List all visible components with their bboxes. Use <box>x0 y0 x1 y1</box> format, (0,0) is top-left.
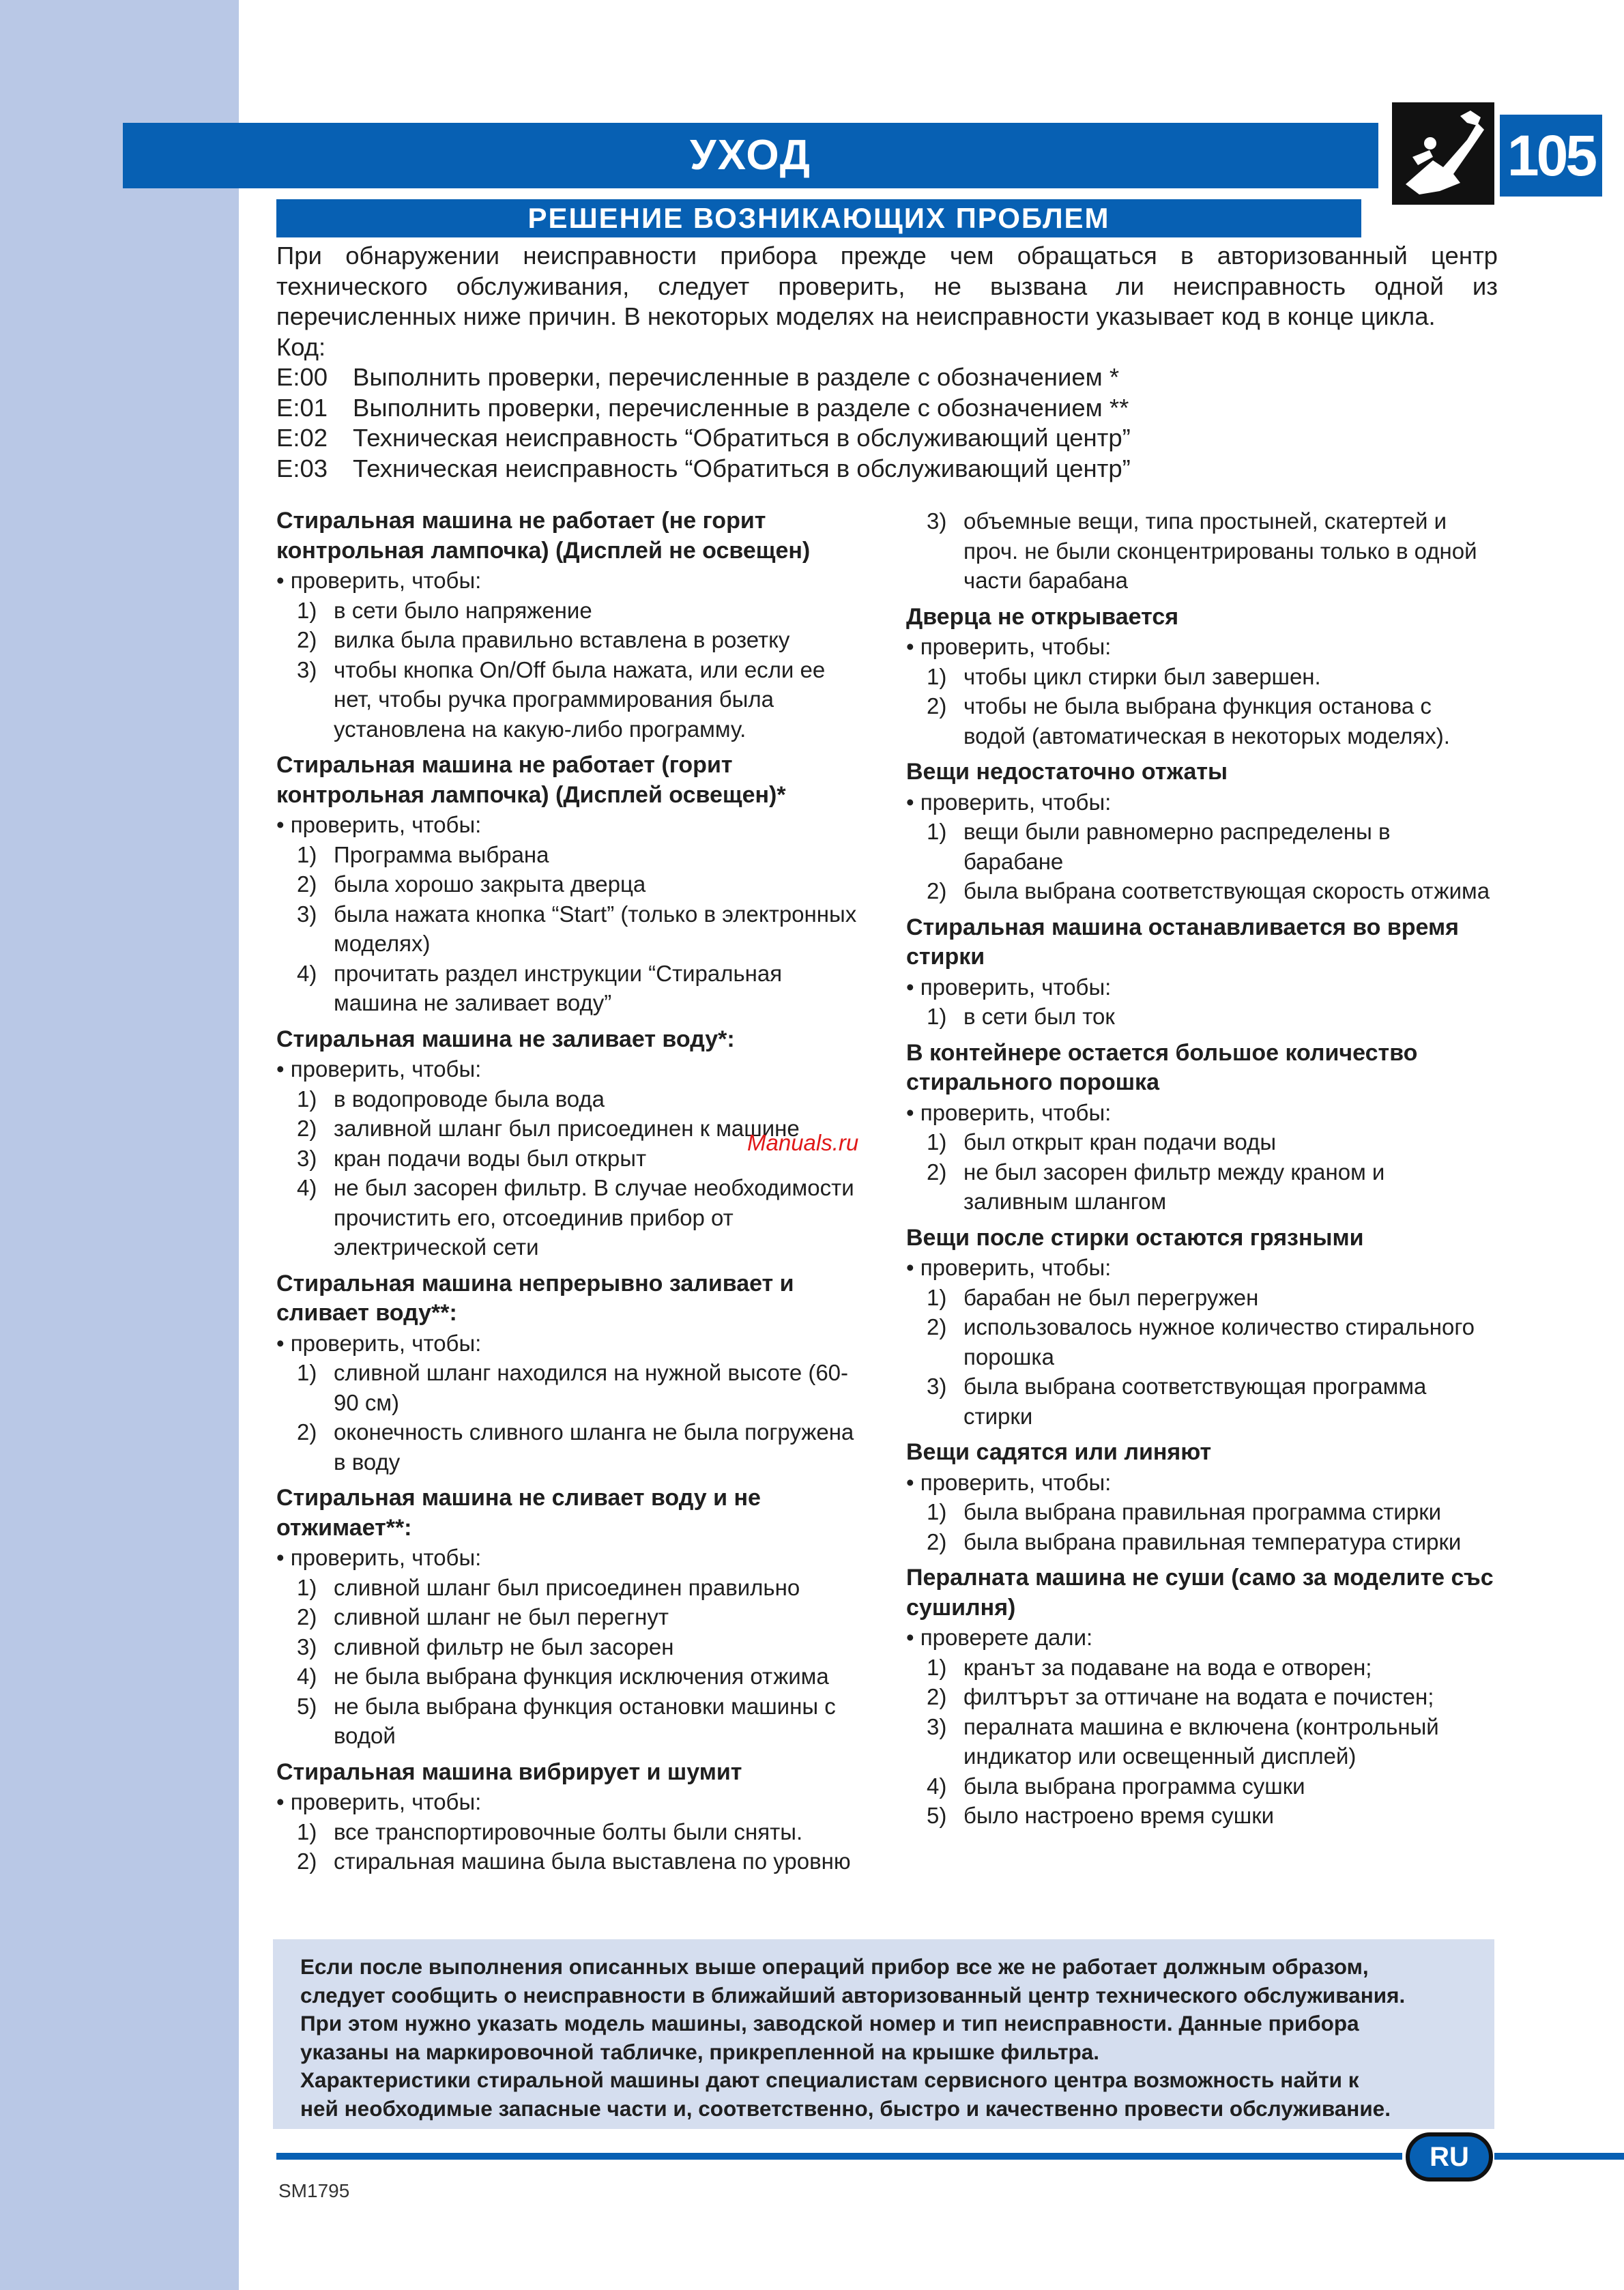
list-item: 2) вилка была правильно вставлена в розетку <box>297 627 790 652</box>
check-label: • проверить, чтобы: <box>276 810 867 840</box>
list-item: 3) кран подачи воды был открыт <box>297 1145 647 1171</box>
list-item: 1) барабан не был перегружен <box>927 1284 1259 1310</box>
section-heading: Вещи после стирки остаются грязными <box>906 1224 1364 1251</box>
list-item: 5) не была выбрана функция остановки машины с водой <box>297 1693 836 1748</box>
check-label: • проверить, чтобы: <box>276 566 867 596</box>
right-column <box>906 506 1494 1838</box>
list-item: 4) не была выбрана функция исключения отжима <box>297 1664 829 1689</box>
error-code-item: E:00 Выполнить проверки, перечисленные в разделе с обозначением * <box>276 363 1120 391</box>
section-heading: Стиральная машина не сливает воду и не отжимает**: <box>276 1485 761 1541</box>
section-heading: Стиральная машина останавливается во время стирки <box>906 914 1459 970</box>
intro-line: перечисленных ниже причин. В некоторых моделях на неисправности указывает код в конце цикла. <box>276 302 1436 330</box>
trouble-section <box>906 1223 1494 1432</box>
check-label: • проверете дали: <box>906 1623 1494 1653</box>
list-item: 2) заливной шланг был присоединен к машине <box>297 1116 800 1141</box>
error-code-item: E:02 Техническая неисправность “Обратиться в обслуживающий центр” <box>276 424 1131 452</box>
section-heading: Стиральная машина непрерывно заливает и сливает воду**: <box>276 1270 794 1326</box>
footer-divider <box>276 2153 1402 2160</box>
section-heading: Пералната машина не суши (само за моделите със сушилня) <box>906 1565 1494 1621</box>
list-item: 2) использовалось нужное количество стирального порошка <box>927 1314 1475 1369</box>
check-label: • проверить, чтобы: <box>276 1329 867 1359</box>
list-item: 1) все транспортировочные болты были сняты. <box>297 1818 803 1844</box>
list-item: 1) в сети было напряжение <box>297 597 592 623</box>
list-item: 2) не был засорен фильтр между краном и заливным шлангом <box>927 1159 1385 1214</box>
list-item: 1) сливной шланг был присоединен правильно <box>297 1574 800 1600</box>
check-label: • проверить, чтобы: <box>276 1787 867 1817</box>
note-line: Если после выполнения описанных выше операций прибор все же не работает должным образом, <box>300 1954 1369 1979</box>
trouble-section <box>276 1758 867 1876</box>
section-title: РЕШЕНИЕ ВОЗНИКАЮЩИХ ПРОБЛЕМ <box>276 199 1361 237</box>
language-badge: RU <box>1406 2132 1493 2182</box>
list-item: 3) объемные вещи, типа простыней, скатертей и проч. не были сконцентрированы только в одной части барабана <box>927 508 1477 593</box>
list-item: 1) вещи были равномерно распределены в барабане <box>927 819 1391 874</box>
list-item: 4) не был засорен фильтр. В случае необходимости прочистить его, отсоединив прибор от электрической сети <box>297 1175 854 1260</box>
list-item: 1) была выбрана правильная программа стирки <box>927 1499 1442 1524</box>
check-label: • проверить, чтобы: <box>906 1253 1494 1283</box>
note-line: Характеристики стиральной машины дают специалистам сервисного центра возможность найти к <box>300 2068 1359 2092</box>
list-item: 3) пералната машина е включена (контрольный индикатор или освещенный дисплей) <box>927 1713 1439 1769</box>
section-heading: Дверца не открывается <box>906 603 1179 630</box>
section-heading: Стиральная машина не работает (горит контрольная лампочка) (Дисплей освещен)* <box>276 752 786 808</box>
trouble-section <box>906 1563 1494 1831</box>
trouble-section <box>906 757 1494 906</box>
trouble-section <box>906 913 1494 1032</box>
list-item: 1) в водопроводе была вода <box>297 1086 605 1112</box>
error-code-list <box>276 362 1498 484</box>
trouble-section <box>276 1483 867 1751</box>
list-item: 4) прочитать раздел инструкции “Стиральная машина не заливает воду” <box>297 960 783 1015</box>
list-item: 2) была выбрана соответствующая скорость отжима <box>927 878 1490 903</box>
code-label: Код: <box>276 332 326 361</box>
check-label: • проверить, чтобы: <box>906 972 1494 1002</box>
trouble-section <box>906 603 1494 751</box>
list-item: 5) было настроено время сушки <box>927 1803 1275 1828</box>
model-code: SM1795 <box>278 2180 350 2201</box>
list-item: 1) был открыт кран подачи воды <box>927 1129 1277 1155</box>
section-heading: Стиральная машина не заливает воду*: <box>276 1026 735 1052</box>
sidebar-strip <box>0 0 239 2290</box>
section-heading: Вещи садятся или линяют <box>906 1439 1212 1465</box>
list-item: 2) была выбрана правильная температура стирки <box>927 1528 1462 1554</box>
left-column <box>276 506 867 1883</box>
section-heading: В контейнере остается большое количество стирального порошка <box>906 1039 1418 1095</box>
footer-divider <box>1494 2153 1624 2160</box>
list-item: 1) чтобы цикл стирки был завершен. <box>927 663 1321 689</box>
trouble-section <box>276 506 867 744</box>
page-title: УХОД <box>123 123 1378 188</box>
intro-line: При обнаружении неисправности прибора прежде чем обращаться в авторизованный центр <box>276 242 1498 270</box>
intro-line: технического обслуживания, следует проверить, не вызвана ли неисправность одной из <box>276 272 1498 300</box>
list-item: 1) сливной шланг находился на нужной высоте (60-90 см) <box>297 1360 849 1415</box>
trouble-section <box>906 506 1494 596</box>
list-item: 3) была нажата кнопка “Start” (только в электронных моделях) <box>297 901 857 956</box>
note-line: ней необходимые запасные части и, соответственно, быстро и качественно провести обслуживание. <box>300 2096 1391 2121</box>
note-line: указаны на маркировочной табличке, прикрепленной на крышке фильтра. <box>300 2039 1100 2064</box>
list-item: 2) была хорошо закрыта дверца <box>297 871 646 897</box>
list-item: 3) чтобы кнопка On/Off была нажата, или если ее нет, чтобы ручка программирования была установлена на какую-либо программу. <box>297 656 826 742</box>
list-item: 2) оконечность сливного шланга не была погружена в воду <box>297 1419 854 1475</box>
list-item: 2) сливной шланг не был перегнут <box>297 1604 669 1629</box>
check-label: • проверить, чтобы: <box>906 632 1494 662</box>
trouble-section <box>276 1269 867 1477</box>
wrench-hand-icon <box>1392 102 1494 205</box>
list-item: 3) сливной фильтр не был засорен <box>297 1634 674 1659</box>
trouble-section <box>906 1039 1494 1217</box>
list-item: 2) стиральная машина была выставлена по уровню <box>297 1849 851 1874</box>
list-item: 2) чтобы не была выбрана функция останова с водой (автоматическая в некоторых моделях). <box>927 693 1450 749</box>
trouble-section <box>906 1438 1494 1556</box>
note-line: При этом нужно указать модель машины, заводской номер и тип неисправности. Данные прибора <box>300 2011 1359 2035</box>
list-item: 1) Программа выбрана <box>297 841 549 867</box>
list-item: 1) в сети был ток <box>927 1004 1115 1029</box>
list-item: 4) была выбрана программа сушки <box>927 1773 1305 1799</box>
list-item: 2) филтърът за оттичане на водата е почистен; <box>927 1684 1434 1709</box>
check-label: • проверить, чтобы: <box>276 1543 867 1573</box>
section-heading: Стиральная машина не работает (не горит контрольная лампочка) (Дисплей не освещен) <box>276 508 811 564</box>
watermark: Manuals.ru <box>747 1130 859 1155</box>
section-heading: Стиральная машина вибрирует и шумит <box>276 1758 742 1785</box>
check-label: • проверить, чтобы: <box>906 1468 1494 1498</box>
note-text <box>300 1953 1467 2123</box>
error-code-item: E:03 Техническая неисправность “Обратиться в обслуживающий центр” <box>276 454 1131 482</box>
note-line: следует сообщить о неисправности в ближайший авторизованный центр технического обслуживания. <box>300 1982 1406 2008</box>
intro <box>276 241 1498 484</box>
error-code-item: E:01 Выполнить проверки, перечисленные в разделе с обозначением ** <box>276 393 1129 422</box>
list-item: 3) была выбрана соответствующая программа стирки <box>927 1374 1427 1429</box>
page-number: 105 <box>1500 115 1602 197</box>
list-item: 1) кранът за подаване на вода е отворен; <box>927 1654 1372 1680</box>
trouble-section <box>276 751 867 1018</box>
check-label: • проверить, чтобы: <box>906 787 1494 817</box>
section-heading: Вещи недостаточно отжаты <box>906 759 1228 785</box>
check-label: • проверить, чтобы: <box>906 1098 1494 1128</box>
check-label: • проверить, чтобы: <box>276 1054 867 1084</box>
